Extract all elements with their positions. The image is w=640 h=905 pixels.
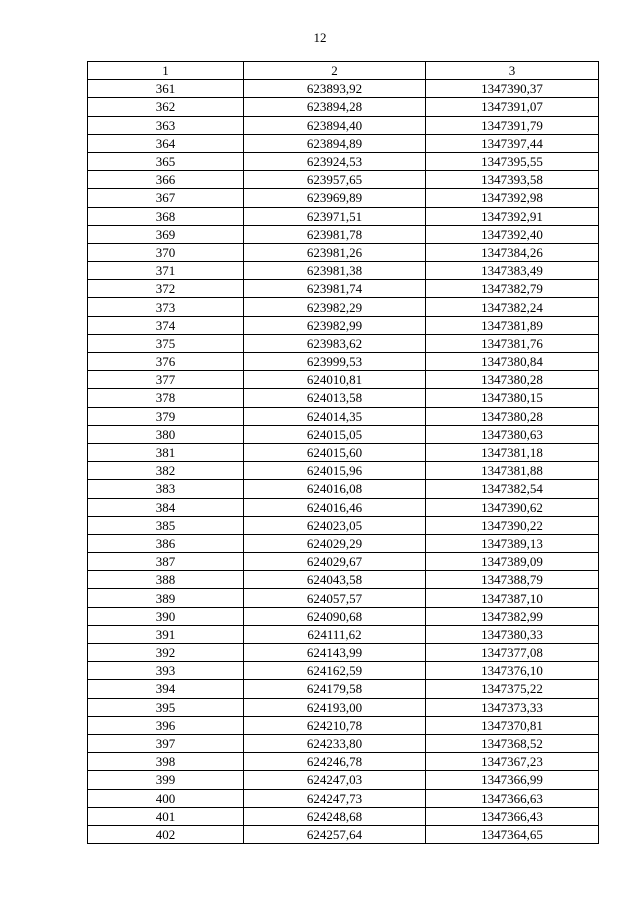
cell-x-coordinate: 624057,57: [244, 589, 426, 607]
cell-x-coordinate: 624015,05: [244, 425, 426, 443]
cell-x-coordinate: 623981,78: [244, 225, 426, 243]
page-number: 12: [313, 30, 327, 45]
table-row: [88, 825, 599, 843]
table-row: [88, 171, 599, 189]
table-row: [88, 462, 599, 480]
cell-y-coordinate: 1347367,23: [426, 753, 599, 771]
coordinates-table: [87, 61, 599, 844]
cell-x-coordinate: 623969,89: [244, 189, 426, 207]
cell-x-coordinate: 624016,08: [244, 480, 426, 498]
cell-y-coordinate: 1347384,26: [426, 243, 599, 261]
cell-x-coordinate: 624016,46: [244, 498, 426, 516]
cell-point-number: 363: [88, 116, 244, 134]
cell-point-number: 398: [88, 753, 244, 771]
cell-y-coordinate: 1347381,88: [426, 462, 599, 480]
cell-y-coordinate: 1347389,09: [426, 553, 599, 571]
cell-y-coordinate: 1347391,07: [426, 98, 599, 116]
table-row: [88, 644, 599, 662]
cell-point-number: 395: [88, 698, 244, 716]
cell-x-coordinate: 623982,29: [244, 298, 426, 316]
cell-y-coordinate: 1347390,37: [426, 80, 599, 98]
cell-point-number: 399: [88, 771, 244, 789]
cell-point-number: 370: [88, 243, 244, 261]
cell-point-number: 384: [88, 498, 244, 516]
cell-y-coordinate: 1347392,91: [426, 207, 599, 225]
cell-x-coordinate: 624023,05: [244, 516, 426, 534]
table-row: [88, 134, 599, 152]
cell-x-coordinate: 624143,99: [244, 644, 426, 662]
table-row: [88, 734, 599, 752]
cell-y-coordinate: 1347390,22: [426, 516, 599, 534]
table-row: [88, 771, 599, 789]
cell-point-number: 375: [88, 334, 244, 352]
cell-x-coordinate: 624247,73: [244, 789, 426, 807]
cell-x-coordinate: 623983,62: [244, 334, 426, 352]
table-row: [88, 116, 599, 134]
cell-point-number: 389: [88, 589, 244, 607]
cell-x-coordinate: 623893,92: [244, 80, 426, 98]
cell-y-coordinate: 1347392,40: [426, 225, 599, 243]
cell-y-coordinate: 1347373,33: [426, 698, 599, 716]
cell-x-coordinate: 624179,58: [244, 680, 426, 698]
cell-point-number: 373: [88, 298, 244, 316]
cell-y-coordinate: 1347391,79: [426, 116, 599, 134]
table-body: [88, 80, 599, 844]
cell-point-number: 365: [88, 152, 244, 170]
table-row: [88, 316, 599, 334]
cell-point-number: 401: [88, 807, 244, 825]
cell-point-number: 390: [88, 607, 244, 625]
table-row: [88, 807, 599, 825]
cell-point-number: 382: [88, 462, 244, 480]
cell-x-coordinate: 624029,29: [244, 534, 426, 552]
cell-point-number: 385: [88, 516, 244, 534]
table-row: [88, 152, 599, 170]
cell-y-coordinate: 1347380,28: [426, 407, 599, 425]
cell-x-coordinate: 623894,28: [244, 98, 426, 116]
cell-x-coordinate: 624162,59: [244, 662, 426, 680]
cell-y-coordinate: 1347366,63: [426, 789, 599, 807]
table-row: [88, 498, 599, 516]
table-row: [88, 298, 599, 316]
cell-point-number: 377: [88, 371, 244, 389]
cell-point-number: 387: [88, 553, 244, 571]
table-row: [88, 334, 599, 352]
cell-point-number: 393: [88, 662, 244, 680]
cell-point-number: 372: [88, 280, 244, 298]
cell-x-coordinate: 624257,64: [244, 825, 426, 843]
table-row: [88, 516, 599, 534]
cell-y-coordinate: 1347382,99: [426, 607, 599, 625]
cell-y-coordinate: 1347381,76: [426, 334, 599, 352]
cell-x-coordinate: 623924,53: [244, 152, 426, 170]
cell-y-coordinate: 1347380,33: [426, 625, 599, 643]
cell-y-coordinate: 1347382,79: [426, 280, 599, 298]
cell-y-coordinate: 1347383,49: [426, 262, 599, 280]
table-row: [88, 98, 599, 116]
header-row: [88, 62, 599, 80]
cell-y-coordinate: 1347390,62: [426, 498, 599, 516]
table-row: [88, 189, 599, 207]
cell-y-coordinate: 1347366,43: [426, 807, 599, 825]
cell-point-number: 368: [88, 207, 244, 225]
cell-point-number: 386: [88, 534, 244, 552]
cell-x-coordinate: 624015,96: [244, 462, 426, 480]
cell-y-coordinate: 1347380,84: [426, 353, 599, 371]
cell-y-coordinate: 1347380,15: [426, 389, 599, 407]
cell-point-number: 366: [88, 171, 244, 189]
table-row: [88, 789, 599, 807]
table-row: [88, 480, 599, 498]
column-header-point-number: 1: [88, 62, 244, 80]
cell-point-number: 383: [88, 480, 244, 498]
cell-y-coordinate: 1347382,24: [426, 298, 599, 316]
table-row: [88, 589, 599, 607]
cell-x-coordinate: 624015,60: [244, 443, 426, 461]
cell-x-coordinate: 624111,62: [244, 625, 426, 643]
cell-x-coordinate: 624193,00: [244, 698, 426, 716]
table-row: [88, 753, 599, 771]
cell-point-number: 381: [88, 443, 244, 461]
table-row: [88, 280, 599, 298]
cell-y-coordinate: 1347382,54: [426, 480, 599, 498]
cell-x-coordinate: 624090,68: [244, 607, 426, 625]
cell-x-coordinate: 623982,99: [244, 316, 426, 334]
cell-y-coordinate: 1347388,79: [426, 571, 599, 589]
cell-x-coordinate: 623981,74: [244, 280, 426, 298]
cell-y-coordinate: 1347368,52: [426, 734, 599, 752]
table-row: [88, 662, 599, 680]
cell-point-number: 371: [88, 262, 244, 280]
table-row: [88, 425, 599, 443]
column-header-y-coordinate: 3: [426, 62, 599, 80]
table-row: [88, 716, 599, 734]
cell-y-coordinate: 1347370,81: [426, 716, 599, 734]
table-row: [88, 443, 599, 461]
cell-y-coordinate: 1347393,58: [426, 171, 599, 189]
table-row: [88, 680, 599, 698]
cell-point-number: 379: [88, 407, 244, 425]
cell-point-number: 388: [88, 571, 244, 589]
cell-x-coordinate: 623894,89: [244, 134, 426, 152]
cell-x-coordinate: 624233,80: [244, 734, 426, 752]
cell-y-coordinate: 1347392,98: [426, 189, 599, 207]
cell-y-coordinate: 1347375,22: [426, 680, 599, 698]
cell-point-number: 376: [88, 353, 244, 371]
cell-x-coordinate: 624029,67: [244, 553, 426, 571]
cell-y-coordinate: 1347389,13: [426, 534, 599, 552]
cell-point-number: 378: [88, 389, 244, 407]
cell-y-coordinate: 1347387,10: [426, 589, 599, 607]
cell-x-coordinate: 624043,58: [244, 571, 426, 589]
cell-y-coordinate: 1347364,65: [426, 825, 599, 843]
cell-y-coordinate: 1347377,08: [426, 644, 599, 662]
cell-point-number: 369: [88, 225, 244, 243]
cell-point-number: 400: [88, 789, 244, 807]
cell-point-number: 394: [88, 680, 244, 698]
cell-x-coordinate: 624010,81: [244, 371, 426, 389]
cell-point-number: 402: [88, 825, 244, 843]
cell-point-number: 391: [88, 625, 244, 643]
table-row: [88, 553, 599, 571]
table-row: [88, 625, 599, 643]
cell-y-coordinate: 1347381,89: [426, 316, 599, 334]
cell-x-coordinate: 623971,51: [244, 207, 426, 225]
cell-point-number: 396: [88, 716, 244, 734]
cell-y-coordinate: 1347380,28: [426, 371, 599, 389]
column-header-x-coordinate: 2: [244, 62, 426, 80]
cell-x-coordinate: 623981,38: [244, 262, 426, 280]
table-row: [88, 407, 599, 425]
table-row: [88, 698, 599, 716]
cell-y-coordinate: 1347366,99: [426, 771, 599, 789]
cell-point-number: 392: [88, 644, 244, 662]
table-row: [88, 262, 599, 280]
cell-point-number: 367: [88, 189, 244, 207]
cell-y-coordinate: 1347397,44: [426, 134, 599, 152]
cell-x-coordinate: 624246,78: [244, 753, 426, 771]
table-row: [88, 371, 599, 389]
cell-x-coordinate: 623999,53: [244, 353, 426, 371]
cell-x-coordinate: 623957,65: [244, 171, 426, 189]
table-row: [88, 207, 599, 225]
table-row: [88, 571, 599, 589]
cell-x-coordinate: 623894,40: [244, 116, 426, 134]
cell-point-number: 361: [88, 80, 244, 98]
table-row: [88, 243, 599, 261]
cell-y-coordinate: 1347395,55: [426, 152, 599, 170]
cell-x-coordinate: 624013,58: [244, 389, 426, 407]
cell-y-coordinate: 1347380,63: [426, 425, 599, 443]
cell-point-number: 397: [88, 734, 244, 752]
cell-point-number: 364: [88, 134, 244, 152]
table-row: [88, 607, 599, 625]
table-row: [88, 80, 599, 98]
cell-y-coordinate: 1347381,18: [426, 443, 599, 461]
table-row: [88, 389, 599, 407]
cell-y-coordinate: 1347376,10: [426, 662, 599, 680]
cell-point-number: 362: [88, 98, 244, 116]
table-row: [88, 353, 599, 371]
table-header: [88, 62, 599, 80]
cell-point-number: 374: [88, 316, 244, 334]
cell-x-coordinate: 624014,35: [244, 407, 426, 425]
cell-x-coordinate: 624210,78: [244, 716, 426, 734]
cell-x-coordinate: 623981,26: [244, 243, 426, 261]
cell-point-number: 380: [88, 425, 244, 443]
table-row: [88, 225, 599, 243]
table-row: [88, 534, 599, 552]
cell-x-coordinate: 624247,03: [244, 771, 426, 789]
cell-x-coordinate: 624248,68: [244, 807, 426, 825]
